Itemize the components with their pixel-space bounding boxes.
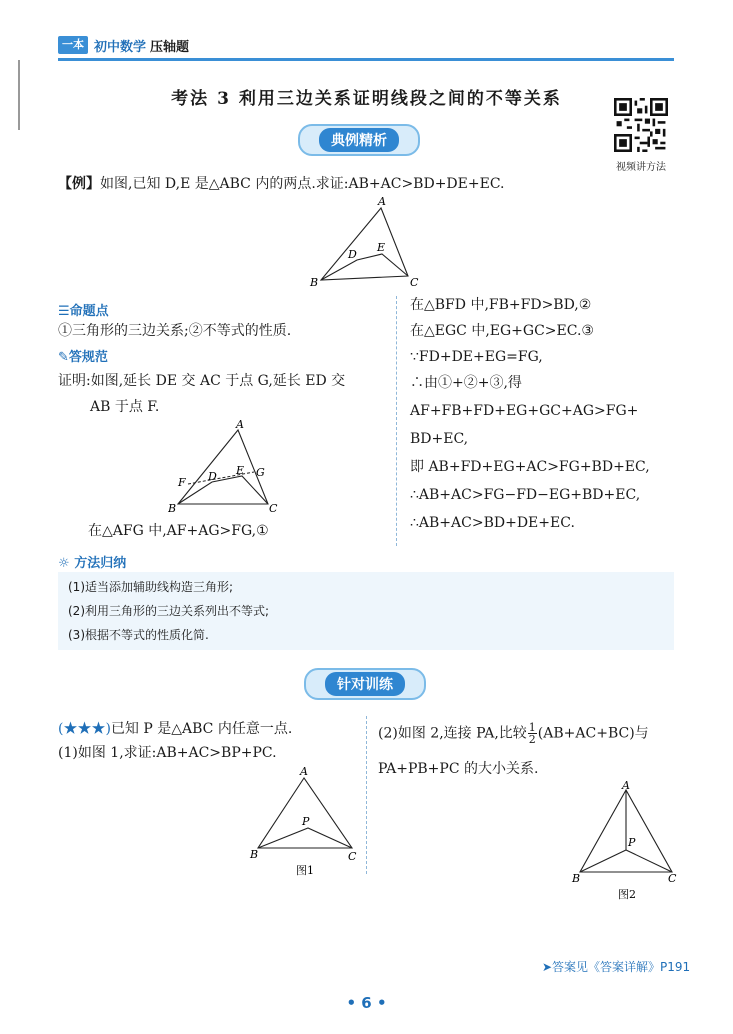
label-B2: B	[168, 502, 177, 515]
pill-training-label: 针对训练	[325, 672, 405, 696]
label-F2: F	[178, 476, 186, 489]
label-C2: C	[269, 502, 278, 515]
right-proof-1: 在△EGC 中,EG+GC>EC.③	[410, 323, 594, 339]
label-E: E	[377, 241, 386, 254]
label-A2: A	[236, 420, 244, 431]
fig1-label-P: P	[302, 815, 310, 828]
column-divider	[396, 296, 397, 546]
pill-example	[298, 124, 420, 156]
mingti-icon: ☰	[58, 304, 70, 319]
method-item-1: (1)适当添加辅助线构造三角形;	[68, 580, 234, 594]
difficulty-stars: (★★★)	[58, 721, 111, 737]
method-title: ☼ 方法归纳	[58, 556, 127, 571]
mingti-label: ☰命题点	[58, 304, 109, 319]
exercise-intro: (★★★)已知 P 是△ABC 内任意一点.	[58, 721, 293, 737]
series-name: 初中数学	[94, 40, 147, 55]
lightbulb-icon: ☼	[58, 556, 70, 571]
qr-code[interactable]	[614, 98, 668, 152]
answer-reference: ➤答案见《答案详解》P191	[542, 960, 691, 974]
fraction-half: $\frac{1}{2}$	[528, 721, 536, 746]
fig2-label-C: C	[668, 872, 677, 885]
proof-line-1: 证明:如图,延长 DE 交 AC 于点 G,延长 ED 交	[58, 373, 346, 389]
fig1-label-A: A	[300, 766, 308, 778]
figure-2	[568, 780, 684, 902]
proof-figure	[168, 420, 288, 516]
label-G2: G	[256, 466, 265, 479]
figure-1	[248, 766, 364, 878]
example-statement	[58, 173, 504, 195]
pencil-icon: ✎	[58, 350, 69, 365]
fig2-caption: 图2	[618, 888, 636, 901]
mingti-text: ①三角形的三边关系;②不等式的性质.	[58, 323, 292, 339]
afg-inequality: 在△AFG 中,AF+AG>FG,①	[88, 523, 269, 539]
subject-name: 压轴题	[150, 40, 190, 55]
fig1-caption: 图1	[296, 864, 314, 877]
right-proof-0: 在△BFD 中,FB+FD>BD,②	[410, 297, 592, 313]
section-title: 考法 3 利用三边关系证明线段之间的不等关系	[171, 89, 562, 109]
fig2-label-B: B	[572, 872, 581, 885]
right-proof-6: 即 AB+FD+EG+AC>FG+BD+EC,	[410, 459, 650, 475]
label-D2: D	[208, 470, 217, 483]
pill-example-label: 典例精析	[319, 128, 399, 152]
right-proof-5: BD+EC,	[410, 431, 469, 447]
exercise-part1: (1)如图 1,求证:AB+AC>BP+PC.	[58, 745, 277, 761]
example-figure	[300, 196, 430, 290]
exercise-part2-line2: PA+PB+PC 的大小关系.	[378, 761, 539, 777]
pill-training	[304, 668, 426, 700]
right-proof-7: ∴AB+AC>FG−FD−EG+BD+EC,	[410, 487, 641, 503]
fig2-label-P: P	[628, 836, 636, 849]
method-item-2: (2)利用三角形的三边关系列出不等式;	[68, 604, 270, 618]
qr-caption: 视频讲方法	[616, 162, 666, 173]
right-proof-2: ∵FD+DE+EG=FG,	[410, 349, 543, 365]
right-proof-8: ∴AB+AC>BD+DE+EC.	[410, 515, 575, 531]
exercise-part2-line1: (2)如图 2,连接 PA,比较 $\frac{1}{2}$ (AB+AC+BC)与	[378, 721, 649, 746]
series-title	[94, 36, 189, 55]
fig1-label-C: C	[348, 850, 357, 863]
header-rule	[58, 58, 674, 61]
fig1-label-B: B	[250, 848, 259, 861]
dagui-label: ✎答规范	[58, 350, 108, 365]
right-proof-3: ∴由①+②+③,得	[410, 375, 522, 391]
example-text: 如图,已知 D,E 是△ABC 内的两点.求证:AB+AC>BD+DE+EC.	[100, 176, 505, 192]
label-B: B	[310, 276, 319, 289]
page-number: • 6 •	[346, 994, 387, 1012]
label-C: C	[410, 276, 419, 289]
right-proof-4: AF+FB+FD+EG+GC+AG>FG+	[410, 403, 639, 419]
proof-line-2: AB 于点 F.	[90, 399, 160, 415]
label-D: D	[348, 248, 357, 261]
exercise-divider	[366, 716, 367, 874]
example-tag: 【例】	[58, 176, 100, 192]
label-E2: E	[236, 464, 245, 477]
label-A: A	[378, 196, 386, 208]
series-logo: 一本	[58, 36, 88, 54]
method-item-3: (3)根据不等式的性质化简.	[68, 628, 209, 642]
fig2-label-A: A	[622, 780, 630, 792]
